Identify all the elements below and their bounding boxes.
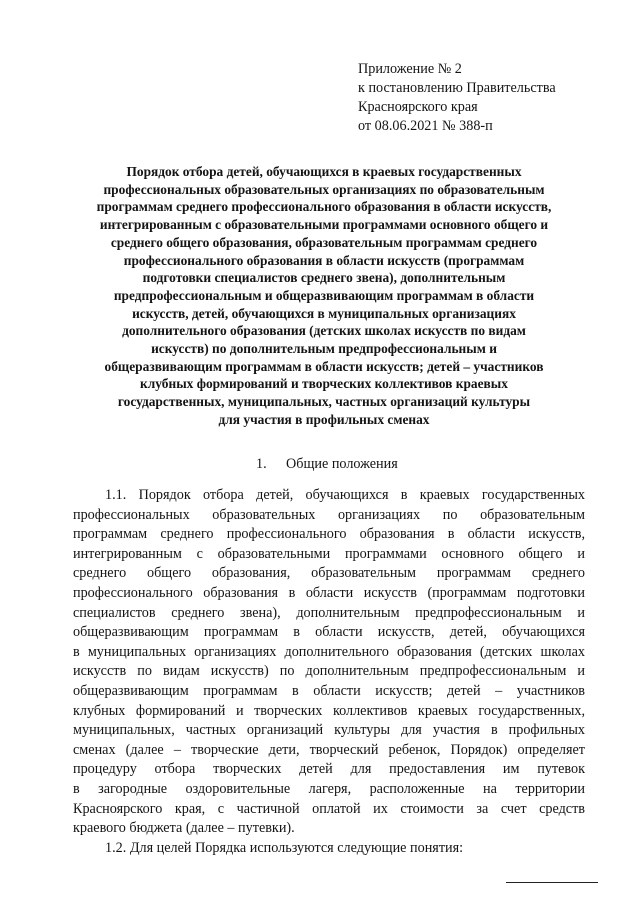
paragraph-line: интегрированным с образовательными программами основного общего и: [73, 545, 585, 562]
title-line: программам среднего профессионального образования в области искусств,: [96, 199, 552, 215]
title-line: общеразвивающим программам в области искусств; детей – участников: [104, 358, 544, 374]
title-line: среднего общего образования, образовательным программам среднего: [110, 234, 538, 250]
paragraph-line: сменах (далее – творческие дети, творческий ребенок, Порядок) определяет: [73, 741, 585, 758]
title-line: дополнительного образования (детских школах искусств по видам: [122, 323, 526, 339]
title-line: искусств, детей, обучающихся в муниципальных организациях: [132, 305, 516, 321]
appendix-region: Красноярского края: [358, 99, 478, 115]
paragraph-line: муниципальных, частных организаций культуры для участия в профильных: [73, 722, 585, 739]
title-line: Порядок отбора детей, обучающихся в краевых государственных: [126, 164, 522, 179]
title-line: клубных формирований и творческих коллективов краевых: [140, 376, 508, 392]
paragraph-line: искусств по видам искусств) по дополнительным предпрофессиональным и: [73, 663, 585, 680]
paragraph-line: специалистов среднего звена), дополнительным предпрофессиональным и: [73, 604, 585, 621]
title-line: подготовки специалистов среднего звена), дополнительным: [142, 270, 506, 286]
paragraph-line: краевого бюджета (далее – путевки).: [73, 820, 295, 837]
title-line: профессиональных образовательных организациях по образовательным: [103, 181, 545, 197]
section-title: Общие положения: [286, 456, 398, 472]
appendix-number: Приложение № 2: [358, 61, 462, 77]
title-line: предпрофессиональным и общеразвивающим программам в области: [113, 287, 535, 303]
footnote-rule: [506, 882, 598, 883]
paragraph-line: процедуру отбора творческих детей для предоставления им путевок: [73, 761, 585, 778]
section-number: 1.: [256, 456, 267, 472]
paragraph-line: в муниципальных организациях дополнительного образования (детских школах: [73, 643, 585, 660]
title-line: интегрированным с образовательными программами основного общего и: [99, 217, 549, 233]
paragraph-line: общеразвивающим программам в области искусств; детей – участников: [73, 682, 585, 699]
paragraph-line: Красноярского края, с частичной оплатой их стоимости за счет средств: [73, 800, 585, 817]
paragraph-line: 1.1. Порядок отбора детей, обучающихся в краевых государственных: [105, 487, 585, 503]
paragraph-line: профессионального образования в области искусств (программам подготовки: [73, 584, 585, 601]
appendix-reference: к постановлению Правительства: [358, 80, 556, 96]
paragraph-line: общеразвивающим программам в области искусств, детей, обучающихся: [73, 624, 585, 641]
appendix-date-number: от 08.06.2021 № 388-п: [358, 118, 493, 134]
paragraph-line: среднего общего образования, образовательным программам среднего: [73, 565, 585, 582]
body-text: [73, 486, 585, 858]
paragraph-line: профессиональных образовательных организациях по образовательным: [73, 506, 585, 523]
title-line: профессионального образования в области искусств (программам: [123, 252, 525, 268]
paragraph-line: 1.2. Для целей Порядка используются следующие понятия:: [105, 839, 464, 856]
title-line: искусств) по дополнительным предпрофессиональным и: [151, 341, 497, 357]
title-line: государственных, муниципальных, частных организаций культуры: [117, 394, 531, 410]
title-line: для участия в профильных сменах: [218, 411, 430, 427]
paragraph-line: в загородные оздоровительные лагеря, расположенные на территории: [73, 780, 585, 797]
document-title: [64, 163, 584, 429]
paragraph-line: клубных формирований и творческих коллективов краевых государственных,: [73, 702, 585, 719]
paragraph-line: программам среднего профессионального образования в области искусств,: [73, 526, 585, 543]
appendix-header: [358, 60, 628, 136]
